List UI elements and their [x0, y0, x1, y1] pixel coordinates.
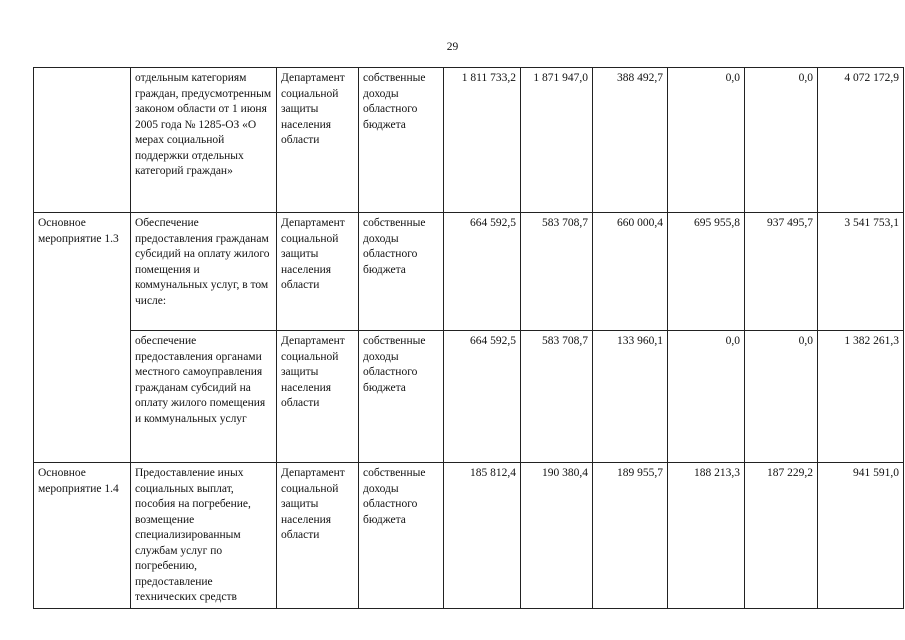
- executor-cell: Департамент социальной защиты населения области: [277, 213, 359, 331]
- value-cell: 695 955,8: [668, 213, 745, 331]
- value-cell: 0,0: [745, 331, 818, 463]
- total-value-cell: 1 382 261,3: [818, 331, 904, 463]
- table-row: [34, 463, 904, 609]
- value-cell: 664 592,5: [444, 331, 521, 463]
- funding-source-cell: собственные доходы областного бюджета: [359, 68, 444, 213]
- value-cell: 660 000,4: [593, 213, 668, 331]
- activity-name-cell: [34, 68, 131, 213]
- table-row: [34, 213, 904, 331]
- table-row: [34, 68, 904, 213]
- value-cell: 0,0: [668, 68, 745, 213]
- value-cell: 187 229,2: [745, 463, 818, 609]
- value-cell: 937 495,7: [745, 213, 818, 331]
- funding-source-cell: собственные доходы областного бюджета: [359, 213, 444, 331]
- value-cell: 133 960,1: [593, 331, 668, 463]
- total-value-cell: 941 591,0: [818, 463, 904, 609]
- activity-description: Предоставление иных социальных выплат, пособия на погребение, возмещение специализированным службам услуг по погребению, предоставление технических средств: [131, 463, 277, 609]
- executor-cell: Департамент социальной защиты населения области: [277, 463, 359, 609]
- page-number: 29: [446, 41, 459, 53]
- value-cell: 185 812,4: [444, 463, 521, 609]
- value-cell: 188 213,3: [668, 463, 745, 609]
- activity-description: отдельным категориям граждан, предусмотренным законом области от 1 июня 2005 года № 1285-ОЗ «О мерах социальной поддержки отдельных категорий граждан»: [131, 68, 277, 213]
- table-row: [34, 331, 904, 463]
- funding-source-cell: собственные доходы областного бюджета: [359, 463, 444, 609]
- executor-cell: Департамент социальной защиты населения области: [277, 68, 359, 213]
- activity-description: обеспечение предоставления органами местного самоуправления гражданам субсидий на оплату жилого помещения и коммунальных услуг: [131, 331, 277, 463]
- value-cell: 0,0: [745, 68, 818, 213]
- value-cell: 1 811 733,2: [444, 68, 521, 213]
- activity-name-cell: Основное мероприятие 1.4: [34, 463, 131, 609]
- funding-source-cell: собственные доходы областного бюджета: [359, 331, 444, 463]
- total-value-cell: 4 072 172,9: [818, 68, 904, 213]
- activity-description: Обеспечение предоставления гражданам субсидий на оплату жилого помещения и коммунальных услуг, в том числе:: [131, 213, 277, 331]
- value-cell: 664 592,5: [444, 213, 521, 331]
- value-cell: 0,0: [668, 331, 745, 463]
- value-cell: 190 380,4: [521, 463, 593, 609]
- value-cell: 1 871 947,0: [521, 68, 593, 213]
- value-cell: 583 708,7: [521, 213, 593, 331]
- value-cell: 388 492,7: [593, 68, 668, 213]
- budget-table: [33, 67, 904, 609]
- executor-cell: Департамент социальной защиты населения области: [277, 331, 359, 463]
- total-value-cell: 3 541 753,1: [818, 213, 904, 331]
- value-cell: 189 955,7: [593, 463, 668, 609]
- activity-name-cell: Основное мероприятие 1.3: [34, 213, 131, 463]
- value-cell: 583 708,7: [521, 331, 593, 463]
